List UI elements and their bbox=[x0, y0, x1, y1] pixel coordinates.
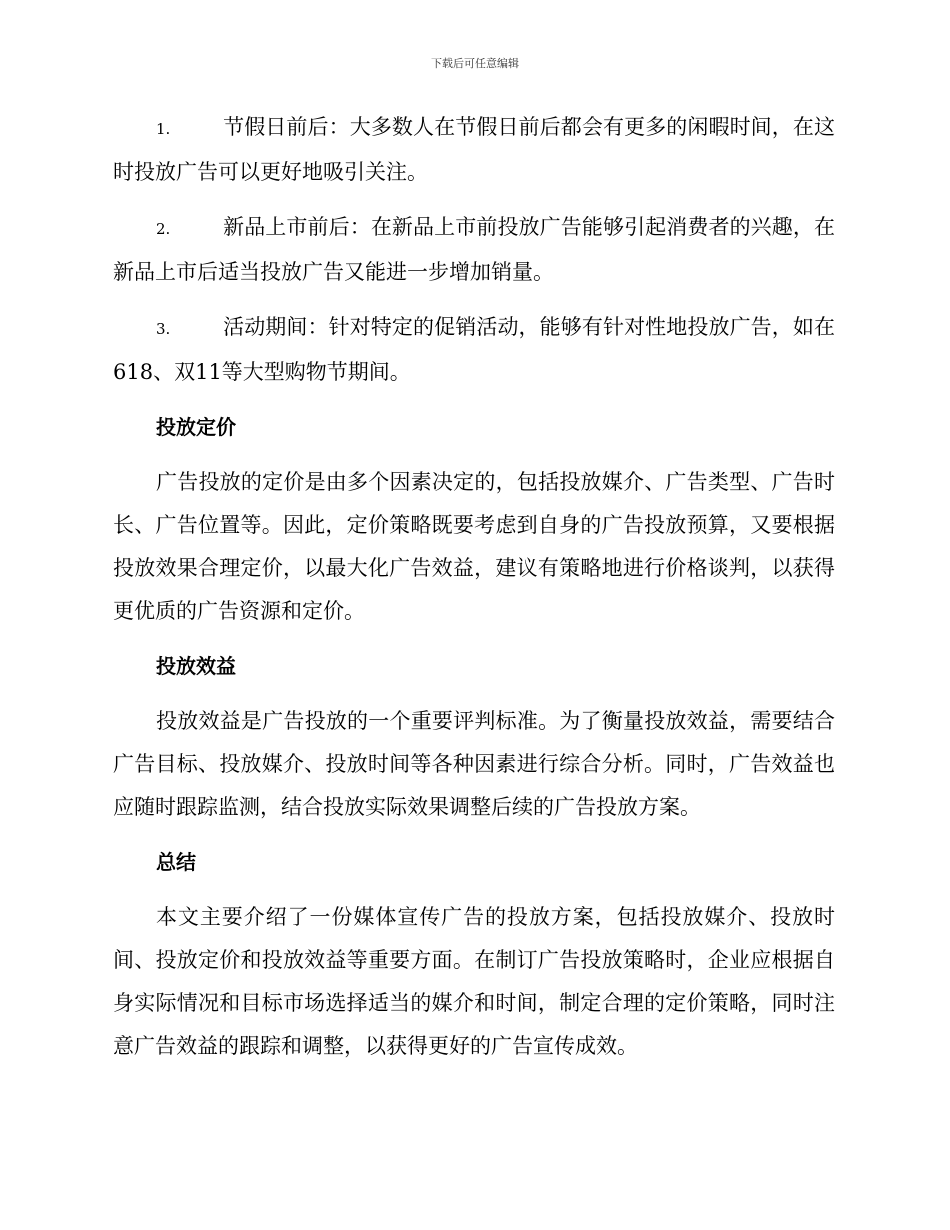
list-item bbox=[113, 106, 835, 194]
header-note: 下载后可任意编辑 bbox=[431, 57, 519, 70]
section-heading-summary: 总结 bbox=[156, 850, 196, 874]
section-heading-benefit: 投放效益 bbox=[156, 654, 236, 678]
section-heading-pricing: 投放定价 bbox=[156, 415, 236, 439]
section-paragraph-summary: 本文主要介绍了一份媒体宣传广告的投放方案，包括投放媒介、投放时间、投放定价和投放效益等重要方面。在制订广告投放策略时，企业应根据自身实际情况和目标市场选择适当的媒介和时间，制定合理的定价策略，同时注意广告效益的跟踪和调整，以获得更好的广告宣传成效。 bbox=[113, 905, 835, 1058]
section-paragraph-benefit: 投放效益是广告投放的一个重要评判标准。为了衡量投放效益，需要结合广告目标、投放媒介、投放时间等各种因素进行综合分析。同时，广告效益也应随时跟踪监测，结合投放实际效果调整后续的广告投放方案。 bbox=[113, 709, 835, 819]
list-number: 1. bbox=[156, 120, 171, 138]
list-item bbox=[113, 306, 835, 394]
list-text: 新品上市前后：在新品上市前投放广告能够引起消费者的兴趣，在新品上市后适当投放广告又能进一步增加销量。 bbox=[113, 215, 835, 284]
document-body bbox=[113, 106, 835, 1080]
list-text: 节假日前后：大多数人在节假日前后都会有更多的闲暇时间，在这时投放广告可以更好地吸引关注。 bbox=[113, 115, 835, 184]
list-text: 活动期间：针对特定的促销活动，能够有针对性地投放广告，如在618、双11等大型购物节期间。 bbox=[113, 315, 835, 384]
list-number: 2. bbox=[156, 220, 171, 238]
list-number: 3. bbox=[156, 320, 171, 338]
section-paragraph-pricing: 广告投放的定价是由多个因素决定的，包括投放媒介、广告类型、广告时长、广告位置等。因此，定价策略既要考虑到自身的广告投放预算，又要根据投放效果合理定价，以最大化广告效益，建议有策略地进行价格谈判，以获得更优质的广告资源和定价。 bbox=[113, 470, 835, 623]
list-item bbox=[113, 206, 835, 294]
